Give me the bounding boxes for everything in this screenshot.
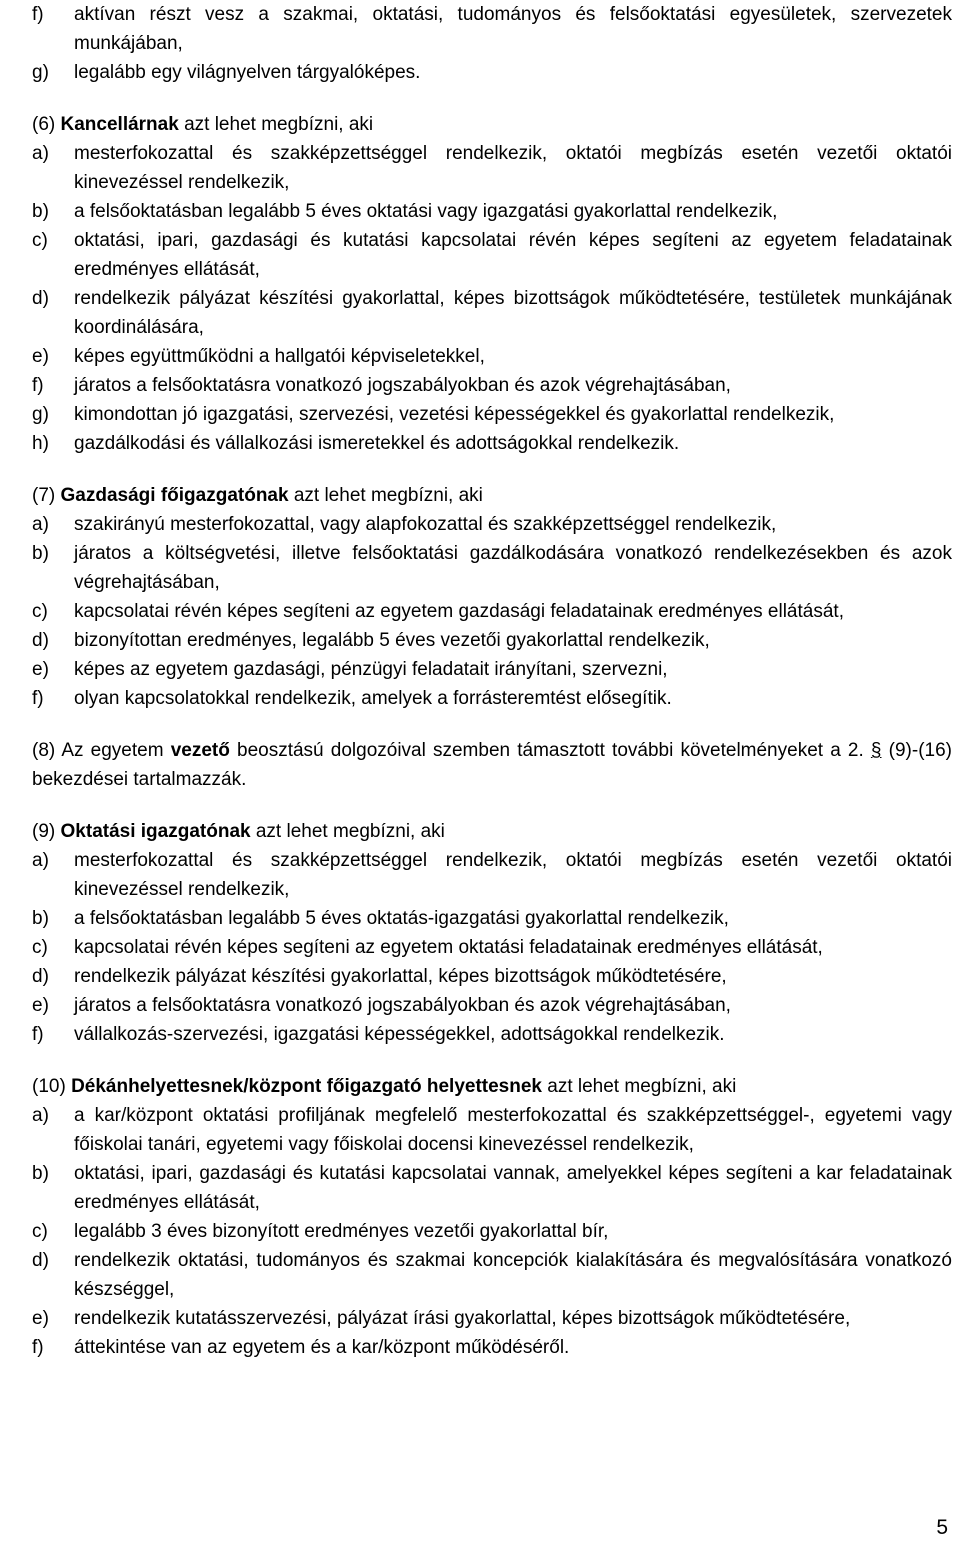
item-label: c): [32, 937, 48, 958]
paragraph-6-term: Kancellárnak: [60, 114, 179, 135]
item-text: szakirányú mesterfokozattal, vagy alapfokozattal és szakképzettséggel rendelkezik,: [74, 514, 777, 535]
item-label: b): [32, 201, 49, 222]
item-label: d): [32, 1250, 49, 1271]
paragraph-10-item: [32, 1304, 952, 1333]
paragraph-6-item: [32, 400, 952, 429]
document-body: [32, 0, 952, 1362]
paragraph-8-term: vezető: [170, 740, 230, 761]
paragraph-7-item: [32, 539, 952, 597]
paragraph-9-item: [32, 962, 952, 991]
paragraph-10-lead: [32, 1072, 952, 1101]
paragraph-7-item: [32, 655, 952, 684]
item-label: g): [32, 62, 49, 83]
item-label: e): [32, 659, 49, 680]
continuation-item: [32, 0, 952, 58]
item-text: járatos a felsőoktatásra vonatkozó jogszabályokban és azok végrehajtásában,: [74, 995, 731, 1016]
item-text: oktatási, ipari, gazdasági és kutatási kapcsolatai vannak, amelyekkel képes segíteni a kar feladatainak eredményes ellátását,: [74, 1163, 952, 1213]
item-text: kapcsolatai révén képes segíteni az egyetem oktatási feladatainak eredményes ellátását,: [74, 937, 823, 958]
continuation-item: [32, 58, 952, 87]
item-label: c): [32, 1221, 48, 1242]
item-label: c): [32, 230, 48, 251]
paragraph-10-item: [32, 1217, 952, 1246]
item-label: f): [32, 688, 44, 709]
paragraph-10-item: [32, 1246, 952, 1304]
paragraph-8-post: (9)-(16) bekezdései tartalmazzák.: [32, 740, 952, 790]
paragraph-8-text: [32, 736, 952, 794]
item-label: b): [32, 543, 49, 564]
item-label: d): [32, 630, 49, 651]
item-text: járatos a költségvetési, illetve felsőoktatási gazdálkodására vonatkozó rendelkezésekben és azok végrehajtásában,: [74, 543, 952, 593]
paragraph-10-item: [32, 1333, 952, 1362]
item-label: a): [32, 514, 49, 535]
paragraph-9-rest: azt lehet megbízni, aki: [250, 821, 445, 842]
page-number: 5: [936, 1516, 948, 1539]
item-label: a): [32, 850, 49, 871]
paragraph-9-number: (9): [32, 821, 56, 842]
item-label: b): [32, 1163, 49, 1184]
paragraph-7-lead: [32, 481, 952, 510]
item-label: e): [32, 346, 49, 367]
paragraph-8-mid: beosztású dolgozóival szemben támasztott további követelményeket a 2.: [229, 740, 871, 761]
paragraph-10-number: (10): [32, 1076, 66, 1097]
item-text: járatos a felsőoktatásra vonatkozó jogszabályokban és azok végrehajtásában,: [74, 375, 731, 396]
item-text: rendelkezik pályázat készítési gyakorlattal, képes bizottságok működtetésére, testületek munkájának koordinálására,: [74, 288, 952, 338]
paragraph-6-rest: azt lehet megbízni, aki: [178, 114, 374, 135]
paragraph-9-item: [32, 933, 952, 962]
item-label: a): [32, 1105, 49, 1126]
item-text: a felsőoktatásban legalább 5 éves oktatás-igazgatási gyakorlattal rendelkezik,: [74, 908, 729, 929]
item-label: h): [32, 433, 49, 454]
item-label: b): [32, 908, 49, 929]
paragraph-9-item: [32, 904, 952, 933]
paragraph-7: [32, 481, 952, 713]
paragraph-10-item: [32, 1159, 952, 1217]
paragraph-6-item: [32, 342, 952, 371]
item-text: mesterfokozattal és szakképzettséggel rendelkezik, oktatói megbízás esetén vezetői oktatói kinevezéssel rendelkezik,: [74, 850, 952, 900]
item-label: f): [32, 375, 44, 396]
item-text: kapcsolatai révén képes segíteni az egyetem gazdasági feladatainak eredményes ellátását,: [74, 601, 844, 622]
item-text: a kar/központ oktatási profiljának megfelelő mesterfokozattal és szakképzettséggel-, egyetemi vagy főiskolai tanári, egyetemi vagy főiskolai docensi kinevezéssel rendelkezik,: [74, 1105, 952, 1155]
paragraph-10-term: Dékánhelyettesnek/központ főigazgató helyettesnek: [71, 1076, 542, 1097]
item-text: legalább egy világnyelven tárgyalóképes.: [74, 62, 421, 83]
item-text: mesterfokozattal és szakképzettséggel rendelkezik, oktatói megbízás esetén vezetői oktatói kinevezéssel rendelkezik,: [74, 143, 952, 193]
paragraph-6-item: [32, 429, 952, 458]
paragraph-6: [32, 110, 952, 458]
item-label: a): [32, 143, 49, 164]
item-text: kimondottan jó igazgatási, szervezési, vezetési képességekkel és gyakorlattal rendelkezik,: [74, 404, 835, 425]
paragraph-7-number: (7): [32, 485, 56, 506]
paragraph-7-item: [32, 684, 952, 713]
item-label: c): [32, 601, 48, 622]
section-sign: §: [870, 740, 882, 761]
item-label: e): [32, 995, 49, 1016]
item-text: gazdálkodási és vállalkozási ismeretekkel és adottságokkal rendelkezik.: [74, 433, 680, 454]
paragraph-6-item: [32, 139, 952, 197]
item-text: rendelkezik oktatási, tudományos és szakmai koncepciók kialakítására és megvalósítására vonatkozó készséggel,: [74, 1250, 952, 1300]
item-text: bizonyítottan eredményes, legalább 5 éves vezetői gyakorlattal rendelkezik,: [74, 630, 710, 651]
paragraph-7-item: [32, 626, 952, 655]
continuation-list: [32, 0, 952, 87]
paragraph-9-lead: [32, 817, 952, 846]
paragraph-9-item: [32, 1020, 952, 1049]
paragraph-8: [32, 736, 952, 794]
item-label: d): [32, 966, 49, 987]
paragraph-6-item: [32, 371, 952, 400]
item-text: képes az egyetem gazdasági, pénzügyi feladatait irányítani, szervezni,: [74, 659, 668, 680]
paragraph-10-rest: azt lehet megbízni, aki: [541, 1076, 737, 1097]
paragraph-7-rest: azt lehet megbízni, aki: [288, 485, 483, 506]
item-text: legalább 3 éves bizonyított eredményes vezetői gyakorlattal bír,: [74, 1221, 609, 1242]
item-text: képes együttműködni a hallgatói képviseletekkel,: [74, 346, 485, 367]
paragraph-6-item: [32, 197, 952, 226]
item-text: áttekintése van az egyetem és a kar/központ működéséről.: [74, 1337, 570, 1358]
paragraph-9-item: [32, 991, 952, 1020]
paragraph-7-item: [32, 510, 952, 539]
paragraph-7-item: [32, 597, 952, 626]
paragraph-9-term: Oktatási igazgatónak: [60, 821, 251, 842]
item-text: rendelkezik pályázat készítési gyakorlattal, képes bizottságok működtetésére,: [74, 966, 727, 987]
paragraph-7-term: Gazdasági főigazgatónak: [60, 485, 289, 506]
item-label: d): [32, 288, 49, 309]
item-text: olyan kapcsolatokkal rendelkezik, amelyek a forrásteremtést elősegítik.: [74, 688, 672, 709]
paragraph-10-item: [32, 1101, 952, 1159]
paragraph-6-item: [32, 226, 952, 284]
paragraph-8-pre: (8) Az egyetem: [32, 740, 171, 761]
paragraph-9: [32, 817, 952, 1049]
paragraph-6-item: [32, 284, 952, 342]
item-text: a felsőoktatásban legalább 5 éves oktatási vagy igazgatási gyakorlattal rendelkezik,: [74, 201, 778, 222]
paragraph-9-item: [32, 846, 952, 904]
item-label: f): [32, 4, 44, 25]
item-label: f): [32, 1337, 44, 1358]
item-text: aktívan részt vesz a szakmai, oktatási, tudományos és felsőoktatási egyesületek, szervezetek munkájában,: [74, 4, 952, 54]
item-text: rendelkezik kutatásszervezési, pályázat írási gyakorlattal, képes bizottságok működtetésére,: [74, 1308, 851, 1329]
item-text: oktatási, ipari, gazdasági és kutatási kapcsolatai révén képes segíteni az egyetem feladatainak eredményes ellátását,: [74, 230, 952, 280]
paragraph-6-lead: [32, 110, 952, 139]
paragraph-10: [32, 1072, 952, 1362]
item-label: g): [32, 404, 49, 425]
paragraph-6-number: (6): [32, 114, 56, 135]
item-text: vállalkozás-szervezési, igazgatási képességekkel, adottságokkal rendelkezik.: [74, 1024, 725, 1045]
item-label: e): [32, 1308, 49, 1329]
item-label: f): [32, 1024, 44, 1045]
